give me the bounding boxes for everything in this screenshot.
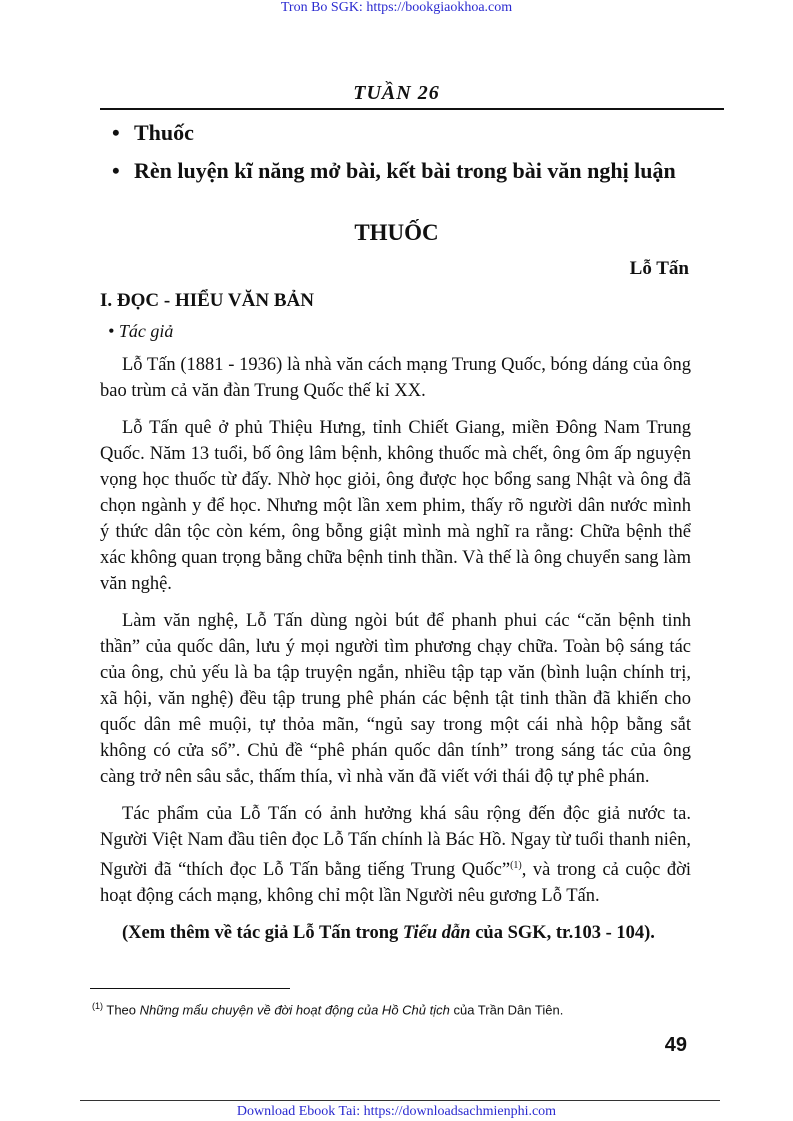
page-number: 49: [664, 1034, 687, 1056]
paragraph-text: Tác phẩm của Lỗ Tấn có ảnh hưởng khá sâu rộng đến độc giả nước ta. Người Việt Nam đầu tiên đọc Lỗ Tấn chính là Bác Hồ. Ngay từ tuổi thanh niên, Người đã “thích đọc Lỗ Tấn bằng tiếng Trung Quốc”: [100, 804, 691, 881]
sub-heading-label: Tác giả: [118, 321, 174, 341]
bullet-icon: •: [112, 158, 120, 183]
paragraph-text: (Xem thêm về tác giả Lỗ Tấn trong: [122, 923, 403, 944]
footnote: [92, 1001, 712, 1017]
paragraph: [100, 920, 691, 946]
footnote-divider: [90, 988, 290, 989]
bullet-icon: •: [108, 321, 119, 341]
paragraph: Làm văn nghệ, Lỗ Tấn dùng ngòi bút để phanh phui các “căn bệnh tinh thần” của quốc dân, lưu ý mọi người tìm phương chạy chữa. Toàn bộ sáng tác của ông, chủ yếu là ba tập truyện ngắn, nhiều tập tạp văn (bình luận chính trị, xã hội, văn nghệ) đều tập trung phê phán các bệnh tật tinh thần đã khiến cho quốc dân mê muội, tự thỏa mãn, “ngủ say trong một cái nhà hộp bằng sắt không có cửa sổ”. Chủ đề “phê phán quốc dân tính” trong sáng tác của ông càng trở nên sâu sắc, thấm thía, vì nhà văn đã viết với thái độ tự phê phán.: [100, 611, 691, 787]
bullet-icon: •: [112, 120, 120, 145]
footnote-marker: (1): [92, 1001, 103, 1011]
body-text: [100, 352, 691, 957]
topic-item: [112, 156, 702, 186]
header-divider: [100, 108, 724, 110]
paragraph: [100, 801, 691, 909]
sub-heading: [108, 321, 173, 342]
footnote-reference: (1): [510, 860, 522, 871]
top-source-link[interactable]: Tron Bo SGK: https://bookgiaokhoa.com: [280, 0, 513, 15]
paragraph-text: , và trong cả cuộc đời hoạt động cách mạng, không chỉ một lần Người nêu gương Lỗ Tấn.: [100, 860, 692, 907]
footnote-text: của Trần Dân Tiên.: [449, 1002, 564, 1018]
footnote-text-italic: Những mẩu chuyện về đời hoạt động của Hồ Chủ tịch: [139, 1002, 450, 1018]
paragraph: Lỗ Tấn (1881 - 1936) là nhà văn cách mạng Trung Quốc, bóng dáng của ông bao trùm cả văn đàn Trung Quốc thế kỉ XX.: [100, 355, 691, 401]
bottom-source-link[interactable]: Download Ebook Tai: https://downloadsachmienphi.com: [236, 1104, 557, 1119]
paragraph: Lỗ Tấn quê ở phủ Thiệu Hưng, tỉnh Chiết Giang, miền Đông Nam Trung Quốc. Năm 13 tuổi, bố ông lâm bệnh, không thuốc mà chết, ông ôm ấp nguyện vọng học thuốc từ đấy. Nhờ học giỏi, ông được học bổng sang Nhật và ông đã chọn ngành y để học. Nhưng một lần xem phim, thấy rõ người dân nước mình ý thức dân tộc còn kém, ông bỗng giật mình mà nghĩ ra rằng: Chữa bệnh thể xác không quan trọng bằng chữa bệnh tinh thần. Và thế là ông chuyển sang làm văn nghệ.: [100, 418, 691, 594]
footer-divider: [80, 1100, 720, 1101]
footnote-text: Theo: [103, 1002, 140, 1018]
paragraph-text-italic: Tiểu dẫn: [402, 923, 471, 944]
topic-label: Thuốc: [134, 120, 194, 145]
topic-item: [112, 118, 702, 148]
paragraph-text: của SGK, tr.103 - 104).: [470, 923, 655, 944]
section-heading: I. ĐỌC - HIỂU VĂN BẢN: [100, 290, 314, 311]
lesson-title: THUỐC: [354, 220, 439, 245]
topic-list: [112, 118, 702, 194]
topic-label: Rèn luyện kĩ năng mở bài, kết bài trong bài văn nghị luận: [134, 158, 676, 183]
week-title: TUẦN 26: [353, 82, 440, 104]
lesson-author: Lỗ Tấn: [629, 258, 689, 279]
